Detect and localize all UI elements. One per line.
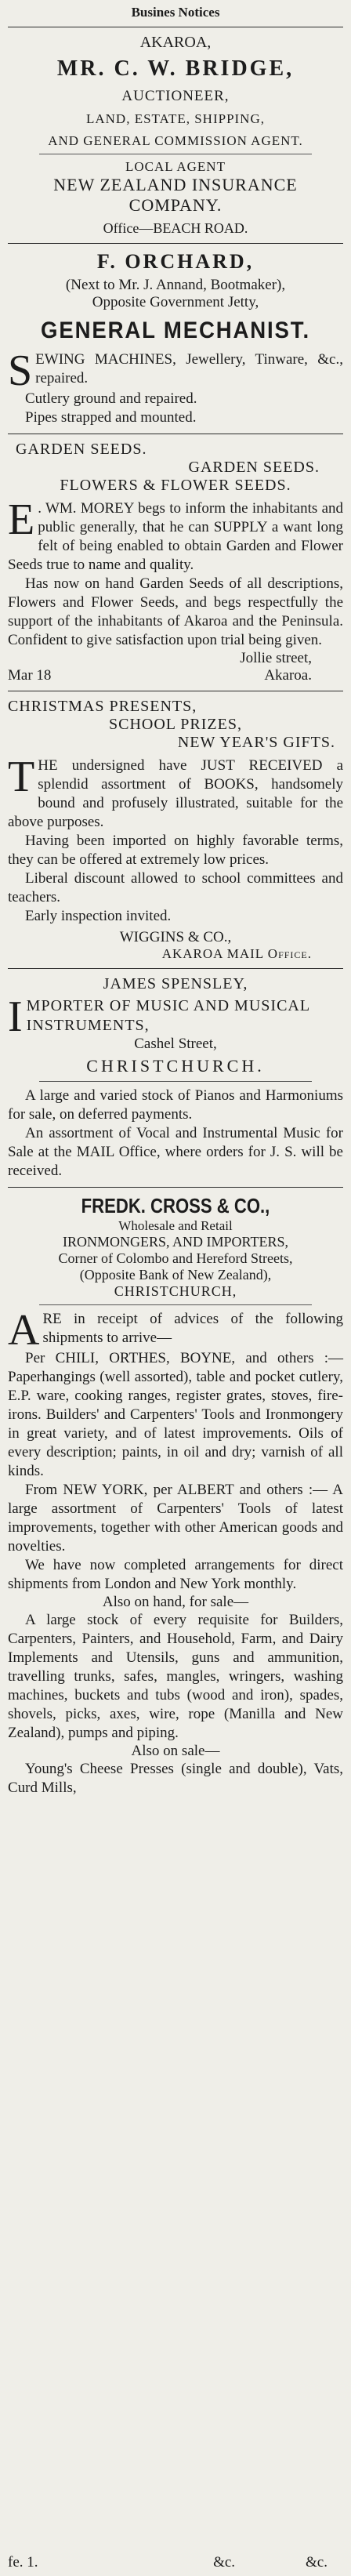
orchard-line2: Opposite Government Jetty, xyxy=(92,294,259,310)
spensley-p2: An assortment of Vocal and Instrumental Music for Sale at the MAIL Office, where orders for J. S. will be received. xyxy=(8,1125,343,1179)
morey-sig1: Jollie street, xyxy=(240,650,312,666)
orchard-p1: EWING MACHINES, Jewellery, Tinware, &c., repaired. xyxy=(35,351,343,386)
divider xyxy=(8,968,343,969)
orchard-p2: Cutlery ground and repaired. xyxy=(25,390,197,407)
spensley-advert xyxy=(8,975,343,1181)
bridge-company1: NEW ZEALAND INSURANCE xyxy=(53,175,298,194)
morey-sig2: Akaroa. xyxy=(264,667,312,684)
cross-p5: Also on hand, for sale— xyxy=(102,1594,249,1610)
bridge-line2: AND GENERAL COMMISSION AGENT. xyxy=(48,133,303,148)
spensley-name: JAMES SPENSLEY, xyxy=(103,975,248,992)
orchard-line1: (Next to Mr. J. Annand, Bootmaker), xyxy=(65,277,286,293)
cross-l3: Corner of Colombo and Hereford Streets, xyxy=(58,1250,293,1266)
divider xyxy=(8,243,343,244)
wiggins-h2: SCHOOL PRIZES, xyxy=(109,716,242,733)
bridge-agent: LOCAL AGENT xyxy=(125,159,226,174)
morey-dropcap: E xyxy=(8,495,35,544)
divider xyxy=(39,1304,312,1305)
wiggins-h3: NEW YEAR'S GIFTS. xyxy=(177,734,335,751)
divider xyxy=(8,1187,343,1188)
wiggins-h1: CHRISTMAS PRESENTS, xyxy=(8,698,197,715)
wiggins-sig2: AKAROA MAIL Office. xyxy=(161,946,312,961)
morey-h3: FLOWERS & FLOWER SEEDS. xyxy=(60,477,291,494)
cross-p2: Per CHILI, ORTHES, BOYNE, and others :— Paperhangings (well assorted), table and pocket cutlery, E.P. ware, cooking ranges, register grates, stoves, fire-irons. Builders' and Carpenters' Tools and Ironmongery in great variety, and of latest improvements. Oils of every description; paints, in oil and dry; varnish of all kinds. xyxy=(8,1350,343,1479)
orchard-p3: Pipes strapped and mounted. xyxy=(25,409,197,426)
bridge-name: MR. C. W. BRIDGE, xyxy=(56,56,295,81)
bridge-title: AUCTIONEER, xyxy=(121,88,230,104)
orchard-dropcap: S xyxy=(8,346,33,395)
bridge-line1: LAND, ESTATE, SHIPPING, xyxy=(85,111,265,126)
morey-advert xyxy=(8,441,343,684)
wiggins-dropcap: T xyxy=(8,753,35,801)
bridge-company2: COMPANY. xyxy=(128,195,223,215)
cross-l5: CHRISTCHURCH, xyxy=(114,1283,237,1299)
cross-footer-date: fe. 1. xyxy=(8,2554,38,2571)
bridge-advert xyxy=(8,34,343,237)
cross-p7: Also on sale— xyxy=(131,1743,220,1759)
orchard-name: F. ORCHARD, xyxy=(96,250,255,273)
wiggins-p1: HE undersigned have JUST RECEIVED a splendid assortment of BOOKS, handsomely bound and profusely illustrated, suitable for the above purposes. xyxy=(8,757,343,830)
morey-p2: Has now on hand Garden Seeds of all descriptions, Flowers and Flower Seeds, and begs respectfully the support of the inhabitants of Akaroa and the Peninsula. Confident to give satisfaction upon trial being given. xyxy=(8,575,343,648)
spensley-line1: MPORTER OF MUSIC AND MUSICAL INSTRUMENTS, xyxy=(26,997,310,1034)
cross-dropcap: A xyxy=(8,1306,40,1355)
cross-advert xyxy=(8,1194,343,1798)
cross-footer-etc2: &c. xyxy=(306,2554,327,2571)
divider xyxy=(39,1081,312,1082)
cross-l1: Wholesale and Retail xyxy=(118,1218,233,1233)
section-header: Busines Notices xyxy=(131,5,220,20)
morey-h2: GARDEN SEEDS. xyxy=(188,459,320,476)
cross-footer-etc1: &c. xyxy=(213,2554,236,2571)
wiggins-sig1: WIGGINS & CO., xyxy=(119,929,232,945)
cross-p8: Young's Cheese Presses (single and double), Vats, Curd Mills, xyxy=(8,1761,343,1796)
cross-p1: RE in receipt of advices of the following shipments to arrive— xyxy=(42,1311,343,1346)
wiggins-p2: Having been imported on highly favorable terms, they can be offered at extremely low prices. xyxy=(8,833,343,868)
wiggins-advert xyxy=(8,698,343,962)
morey-p1: . WM. MOREY begs to inform the inhabitants and public generally, that he can SUPPLY a want long felt of being enabled to obtain Garden and Flower Seeds true to name and quality. xyxy=(8,500,343,573)
spensley-street: Cashel Street, xyxy=(134,1036,217,1052)
wiggins-p4: Early inspection invited. xyxy=(25,908,172,924)
cross-name: FREDK. CROSS & CO., xyxy=(81,1194,270,1217)
cross-p6: A large stock of every requisite for Builders, Carpenters, Painters, and Household, Farm, and Dairy Implements and Utensils, guns and ammunition, travelling trunks, safes, mangles, wringers, washing machines, buckets and tubs (wood and iron), spades, shovels, picks, axes, wire, rope (Manilla and New Zealand), pumps and piping. xyxy=(8,1612,343,1741)
morey-date: Mar 18 xyxy=(8,667,52,684)
morey-h1: GARDEN SEEDS. xyxy=(16,441,147,458)
spensley-p1: A large and varied stock of Pianos and Harmoniums for sale, on deferred payments. xyxy=(8,1087,343,1123)
orchard-advert xyxy=(8,250,343,427)
bridge-office: Office—BEACH ROAD. xyxy=(103,220,248,236)
orchard-trade: GENERAL MECHANIST. xyxy=(41,317,310,343)
bridge-town: AKAROA, xyxy=(139,34,212,51)
wiggins-p3: Liberal discount allowed to school committees and teachers. xyxy=(8,870,343,905)
cross-p3: From NEW YORK, per ALBERT and others :— A large assortment of Carpenters' Tools of latest improvements, together with other American goods and novelties. xyxy=(8,1482,343,1555)
cross-l4: (Opposite Bank of New Zealand), xyxy=(79,1267,272,1283)
spensley-dropcap: I xyxy=(8,992,24,1041)
cross-l2: IRONMONGERS, AND IMPORTERS, xyxy=(63,1234,288,1250)
cross-p4: We have now completed arrangements for direct shipments from London and New York monthly. xyxy=(8,1557,343,1592)
spensley-city: CHRISTCHURCH. xyxy=(86,1056,265,1076)
